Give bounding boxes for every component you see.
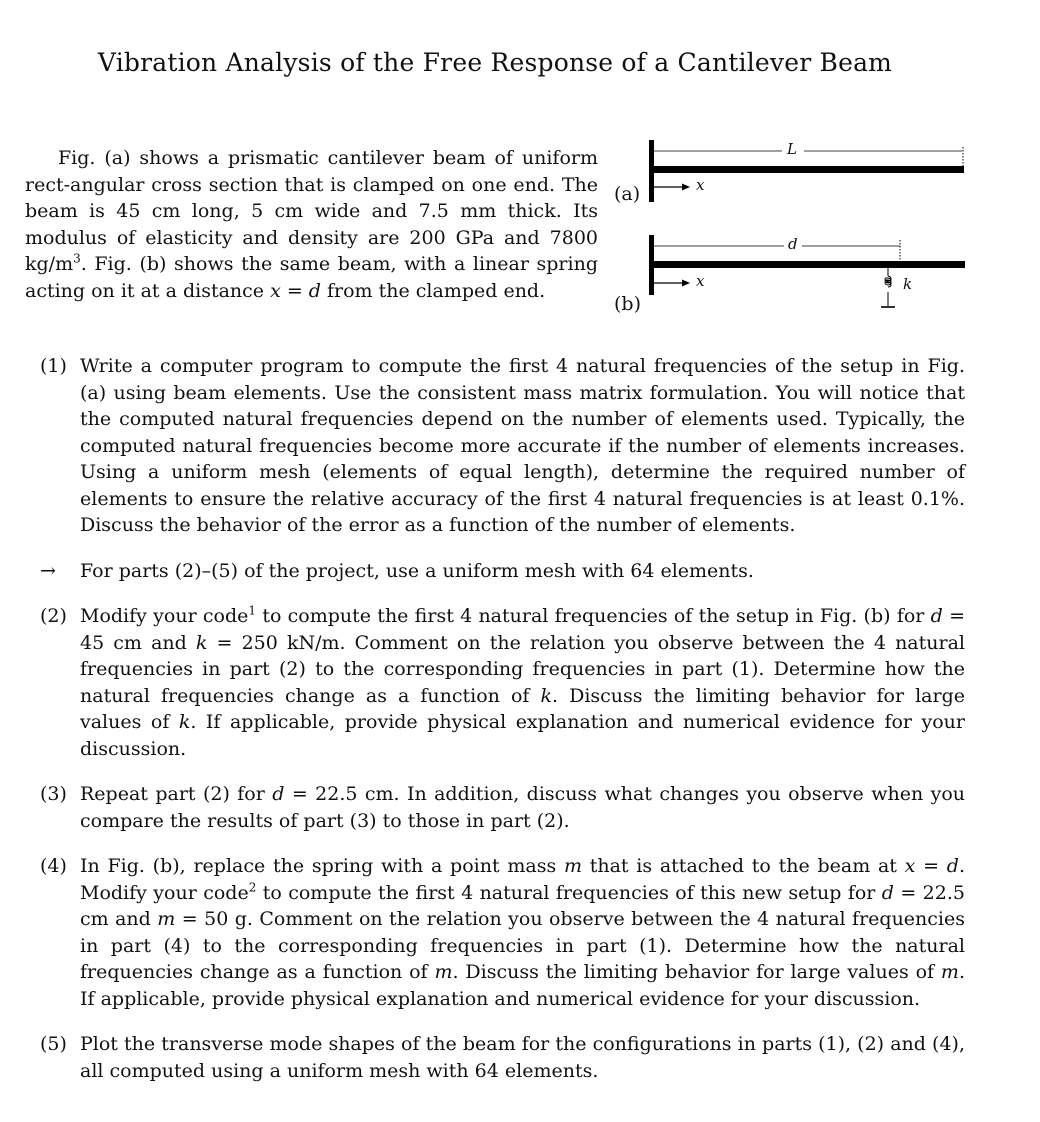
task-item-5: (5) Plot the transverse mode shapes of the beam for the configurations in parts (1), (2) and (4), all computed using a uniform mesh with 64 elements. bbox=[40, 1033, 965, 1082]
axis-x-label-b: x bbox=[696, 272, 705, 290]
clamp-wall-a bbox=[649, 140, 654, 202]
spring-k-label: k bbox=[903, 275, 913, 293]
dimension-L-label: L bbox=[787, 140, 797, 158]
task-item-4: (4) In Fig. (b), replace the spring with a point mass m that is attached to the beam at x = d. Modify your code$^2$ to compute the first 4 natural frequencies of this new setup for d = 22.5 cm and m = 50 g. Comment on the relation you observe between the 4 natural frequencies in part (4) to the corresponding frequencies in part (1). Determine how the natural frequencies change as a function of m. Discuss the limiting behavior for large values of m. If applicable, provide physical explanation and numerical evidence for your discussion. bbox=[40, 855, 966, 1010]
beam-figure bbox=[612, 135, 972, 325]
figure-label-b: (b) bbox=[614, 293, 641, 315]
beam-a bbox=[654, 166, 964, 173]
clamp-wall-b bbox=[649, 235, 654, 295]
figure-label-a: (a) bbox=[614, 183, 641, 205]
task-item-1: (1) Write a computer program to compute the first 4 natural frequencies of the setup in Fig. (a) using beam elements. Use the consistent mass matrix formulation. You will notice that the computed natural frequencies depend on the number of elements used. Typically, the computed natural frequencies become more accurate if the number of elements increases. Using a uniform mesh (elements of equal length), determine the required number of elements to ensure the relative accuracy of the first 4 natural frequencies is at least 0.1%. Discuss the behavior of the error as a function of the number of elements. bbox=[40, 355, 965, 536]
page-title: Vibration Analysis of the Free Response of a Cantilever Beam bbox=[97, 48, 893, 77]
axis-x-label-a: x bbox=[696, 176, 705, 194]
beam-b bbox=[654, 261, 965, 268]
task-list bbox=[40, 353, 965, 1084]
task-note: → For parts (2)–(5) of the project, use a uniform mesh with 64 elements. bbox=[40, 559, 754, 582]
task-item-3: (3) Repeat part (2) for d = 22.5 cm. In addition, discuss what changes you observe when you compare the results of part (3) to those in part (2). bbox=[40, 783, 965, 832]
spring-icon bbox=[881, 268, 895, 307]
dimension-d-label: d bbox=[788, 235, 798, 253]
task-item-2: (2) Modify your code$^1$ to compute the first 4 natural frequencies of the setup in Fig. (b) for d = 45 cm and k = 250 kN/m. Comment on the relation you observe between the 4 natural frequencies in part (2) to the corresponding frequencies in part (1). Determine how the natural frequencies change as a function of k. Discuss the limiting behavior for large values of k. If applicable, provide physical explanation and numerical evidence for your discussion. bbox=[40, 603, 966, 760]
beam-diagrams bbox=[612, 135, 972, 325]
intro-paragraph: Fig. (a) shows a prismatic cantilever beam of uniform rect-angular cross section that is clamped on one end. The beam is 45 cm long, 5 cm wide and 7.5 mm thick. Its modulus of elasticity and density are 200 GPa and 7800 $kg/m^3$. Fig. (b) shows the same beam, with a linear spring acting on it at a distance x = d from the clamped end. bbox=[25, 147, 598, 302]
